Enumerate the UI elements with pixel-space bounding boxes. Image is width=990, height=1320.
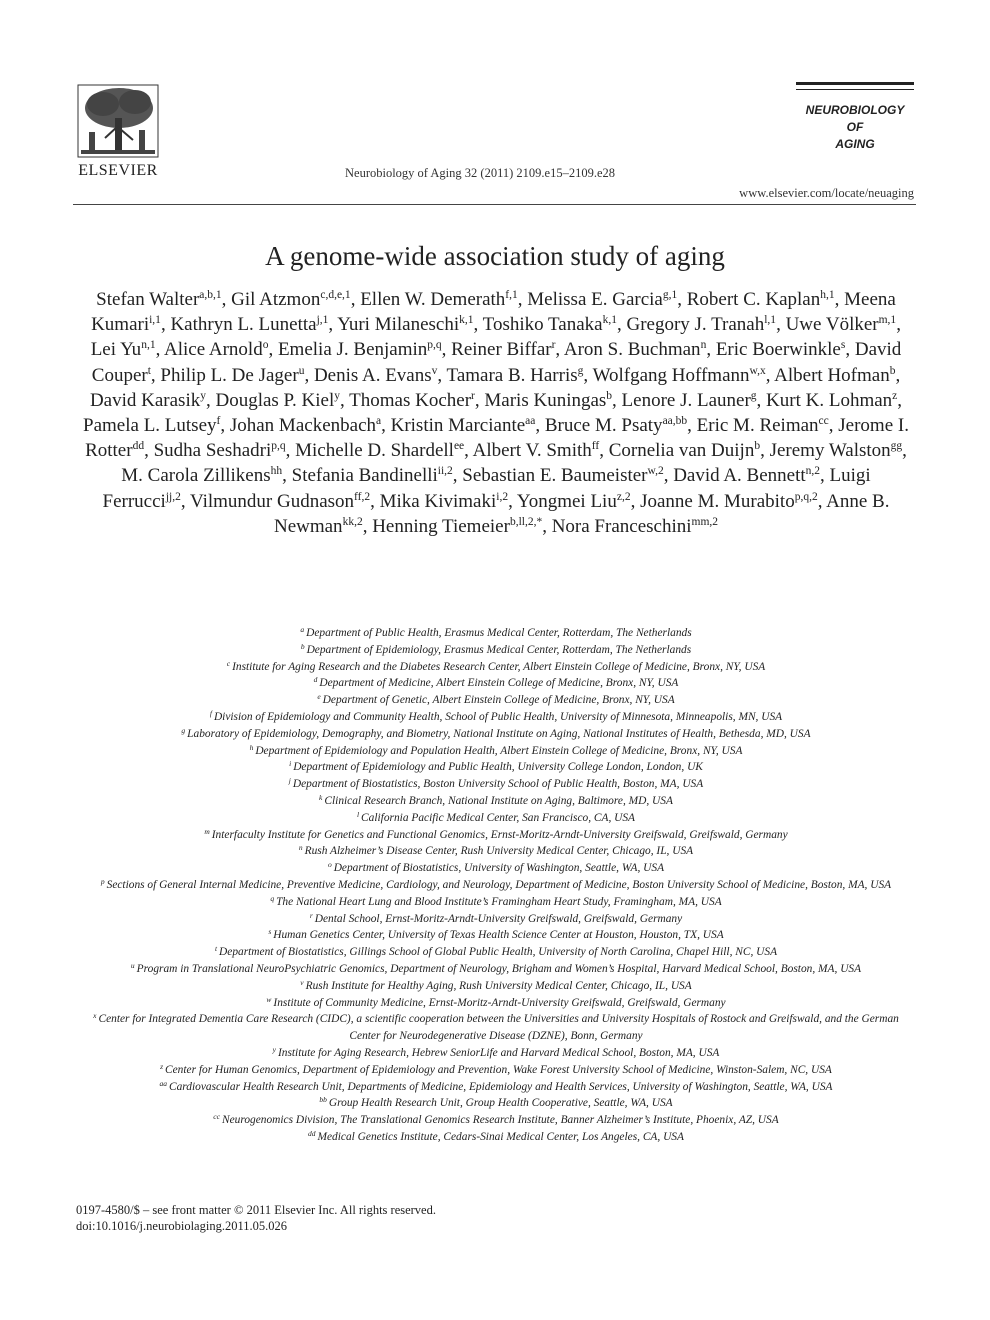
author-name: Ellen W. Demerath — [360, 289, 506, 310]
author-name: Johan Mackenbach — [229, 415, 376, 437]
affiliation-key: x — [93, 1011, 97, 1021]
author-affiliation-marks: r — [551, 339, 556, 352]
author[interactable] — [391, 415, 536, 436]
author-affiliation-marks: a — [376, 415, 382, 428]
author-affiliation-marks: y — [200, 389, 206, 402]
author[interactable] — [483, 314, 617, 335]
author-name: Wolfgang Hoffmann — [592, 364, 750, 386]
author-affiliation-marks: hh — [270, 465, 283, 478]
author[interactable] — [687, 289, 835, 310]
author-name: Eric Boerwinkle — [715, 339, 841, 361]
author[interactable] — [609, 440, 760, 461]
affiliation-item — [78, 810, 914, 827]
author-affiliation-marks: u — [298, 364, 305, 377]
author-affiliation-marks: j,1 — [316, 314, 329, 327]
author-affiliation-marks: jj,2 — [165, 490, 181, 503]
author-name: Lenore J. Launer — [621, 389, 751, 411]
author-affiliation-marks: k,1 — [602, 314, 617, 327]
affiliation-key: d — [313, 675, 318, 685]
affiliation-item — [78, 843, 914, 860]
author-name: Sebastian E. Baumeister — [462, 465, 648, 487]
affiliation-item — [78, 1011, 914, 1045]
author[interactable] — [83, 415, 220, 436]
author-name: Meena Kumari — [91, 289, 896, 336]
author-name: Kurt K. Lohman — [766, 389, 893, 411]
affiliation-item — [78, 1045, 914, 1062]
affiliation-key: t — [214, 944, 218, 954]
author-name: Luigi Ferrucci — [102, 465, 871, 512]
author-name: Emelia J. Benjamin — [277, 339, 428, 361]
author-affiliation-marks: g — [577, 364, 584, 377]
author[interactable] — [349, 390, 475, 411]
elsevier-wordmark: ELSEVIER — [78, 162, 158, 179]
author[interactable] — [673, 465, 820, 486]
author-affiliation-marks: aa,bb — [662, 415, 688, 428]
affiliation-key: w — [266, 994, 272, 1004]
author[interactable] — [527, 289, 677, 310]
author[interactable] — [314, 365, 437, 386]
author[interactable] — [91, 339, 156, 360]
author-affiliation-marks: n — [700, 339, 707, 352]
author-name: Nora Franceschini — [551, 515, 692, 537]
author-affiliation-marks: t — [147, 364, 151, 377]
affiliation-item — [78, 961, 914, 978]
author-name: Maris Kuningas — [484, 389, 607, 411]
journal-logo — [796, 82, 914, 182]
author-affiliation-marks: b — [754, 440, 761, 453]
affiliation-item — [78, 709, 914, 726]
author-name: Philip L. De Jager — [160, 364, 299, 386]
affiliation-item — [78, 978, 914, 995]
author-affiliation-marks: b — [606, 389, 613, 402]
affiliation-key: z — [160, 1061, 164, 1071]
affiliation-text: Human Genetics Center, University of Texas Health Science Center at Houston, Houston, TX, USA — [273, 929, 724, 942]
author-affiliation-marks: p,q — [427, 339, 442, 352]
author-affiliation-marks: p,q,2 — [794, 490, 818, 503]
affiliation-text: Group Health Research Unit, Group Health Cooperative, Seattle, WA, USA — [328, 1097, 673, 1110]
author-name: Yuri Milaneschi — [337, 314, 460, 336]
affiliation-key: c — [226, 658, 231, 668]
affiliation-key: bb — [319, 1095, 327, 1105]
affiliation-text: Department of Biostatistics, University of Washington, Seattle, WA, USA — [333, 862, 665, 875]
author-name: Stefan Walter — [96, 289, 200, 310]
author[interactable] — [473, 440, 600, 461]
author-name: Jeremy Walston — [769, 440, 891, 462]
affiliation-text: Rush Institute for Healthy Aging, Rush University Medical Center, Chicago, IL, USA — [305, 979, 692, 992]
author-name: Pamela L. Lutsey — [83, 415, 217, 437]
affiliation-key: r — [309, 910, 313, 920]
author[interactable] — [295, 440, 464, 461]
affiliation-key: cc — [213, 1112, 220, 1122]
affiliation-text: Institute for Aging Research and the Diabetes Research Center, Albert Einstein College of Medicine, Bronx, NY, USA — [232, 660, 766, 673]
author[interactable] — [697, 415, 829, 436]
affiliation-item — [78, 944, 914, 961]
affiliation-item — [78, 659, 914, 676]
author-affiliation-marks: g,1 — [662, 289, 678, 301]
author[interactable] — [593, 365, 766, 386]
author[interactable] — [622, 390, 757, 411]
affiliation-key: k — [319, 792, 323, 802]
author[interactable] — [231, 289, 351, 310]
affiliation-item — [78, 692, 914, 709]
affiliation-text: Program in Translational NeuroPsychiatric Genomics, Department of Neurology, Brigham and Women’s Hospital, Harvard Medical School, Boston, MA, USA — [136, 962, 862, 975]
affiliation-item — [78, 625, 914, 642]
author[interactable] — [230, 415, 381, 436]
author-affiliation-marks: b,ll,2,* — [509, 515, 543, 528]
author-affiliation-marks: aa — [525, 415, 536, 428]
author-affiliation-marks: z — [892, 389, 898, 402]
author-affiliation-marks: c,d,e,1 — [320, 289, 351, 301]
author[interactable] — [90, 390, 206, 411]
affiliation-key: aa — [159, 1078, 167, 1088]
affiliation-text: Center for Integrated Dementia Care Research (CIDC), a scientific cooperation between the Universities and University Hospitals of Rostock and Greifswald, and the German Center for Neurodegenerative Disease (DZNE), Bonn, Germany — [98, 1013, 899, 1043]
author[interactable] — [447, 365, 584, 386]
affiliation-key: a — [300, 625, 305, 634]
affiliation-item — [78, 1095, 914, 1112]
affiliation-key: v — [300, 977, 304, 987]
affiliation-text: California Pacific Medical Center, San Francisco, CA, USA — [361, 811, 636, 824]
author-name: Alice Arnold — [164, 339, 263, 361]
article-title: A genome-wide association study of aging — [265, 241, 725, 271]
author-affiliation-marks: o — [262, 339, 269, 352]
author-name: Henning Tiemeier — [372, 515, 510, 537]
author-affiliation-marks: i,1 — [149, 314, 161, 327]
affiliation-key: s — [268, 927, 272, 937]
affiliation-item — [78, 726, 914, 743]
author-affiliation-marks: v — [431, 364, 438, 377]
author[interactable] — [215, 390, 340, 411]
affiliation-key: j — [288, 776, 291, 786]
affiliation-text: Division of Epidemiology and Community Health, School of Public Health, University of Minnesota, Minneapolis, MN, USA — [213, 710, 783, 723]
author-affiliation-marks: l,1 — [764, 314, 777, 327]
author-name: Bruce M. Psaty — [544, 415, 663, 437]
author-affiliation-marks: h,1 — [820, 289, 835, 301]
author-name: Gregory J. Tranah — [626, 314, 765, 336]
author-affiliation-marks: s — [840, 339, 846, 352]
author-name: Sudha Seshadri — [153, 440, 272, 462]
author-name: Yongmei Liu — [516, 490, 617, 512]
author-affiliation-marks: ee — [453, 440, 465, 453]
author-name: Vilmundur Gudnason — [190, 490, 355, 512]
affiliation-text: Department of Genetic, Albert Einstein College of Medicine, Bronx, NY, USA — [322, 694, 675, 707]
affiliation-key: g — [181, 725, 186, 735]
author-affiliation-marks: kk,2 — [342, 515, 363, 528]
author-name: Mika Kivimaki — [379, 490, 497, 512]
affiliation-text: Department of Biostatistics, Gillings School of Global Public Health, University of North Carolina, Chapel Hill, NC, USA — [219, 946, 778, 959]
affiliation-item — [78, 743, 914, 760]
author-name: Reiner Biffar — [451, 339, 552, 361]
header-divider — [73, 204, 916, 205]
author-name: Kristin Marciante — [390, 415, 526, 437]
author[interactable] — [154, 440, 286, 461]
author-affiliation-marks: gg — [890, 440, 903, 453]
author[interactable] — [292, 465, 453, 486]
author-affiliation-marks: ff,2 — [354, 490, 371, 503]
author-affiliation-marks: ii,2 — [437, 465, 453, 478]
author[interactable] — [786, 314, 897, 335]
author-name: Melissa E. Garcia — [527, 289, 663, 310]
affiliation-item — [78, 827, 914, 844]
author-affiliation-marks: w,2 — [647, 465, 664, 478]
author-name: Douglas P. Kiel — [215, 389, 335, 411]
author-affiliation-marks: b — [889, 364, 896, 377]
author[interactable] — [380, 491, 508, 512]
author[interactable] — [451, 339, 555, 360]
affiliation-text: Laboratory of Epidemiology, Demography, and Biometry, National Institute on Aging, National Institutes of Health, Bethesda, MD, USA — [187, 727, 811, 740]
author-affiliation-marks: w,x — [749, 364, 766, 377]
affiliation-item — [78, 911, 914, 928]
tree-icon — [75, 82, 161, 160]
affiliation-item — [78, 793, 914, 810]
affiliation-key: m — [204, 826, 210, 836]
affiliation-key: b — [300, 641, 305, 651]
author-name: Eric M. Reiman — [696, 415, 819, 437]
author-name: Denis A. Evans — [313, 364, 432, 386]
author[interactable] — [170, 314, 328, 335]
affiliation-item — [78, 759, 914, 776]
author-affiliation-marks: g — [750, 389, 757, 402]
affiliation-key: o — [327, 860, 332, 870]
author-affiliation-marks: dd — [132, 440, 145, 453]
affiliation-item — [78, 1129, 914, 1146]
author-name: Aron S. Buchman — [563, 339, 701, 361]
author-name: David Karasik — [89, 389, 201, 411]
author-name: M. Carola Zillikens — [121, 465, 271, 487]
author-name: Cornelia van Duijn — [608, 440, 755, 462]
author[interactable] — [484, 390, 612, 411]
affiliation-text: Department of Epidemiology, Erasmus Medical Center, Rotterdam, The Netherlands — [306, 643, 692, 656]
author-affiliation-marks: f — [216, 415, 221, 428]
affiliation-list — [78, 625, 914, 1146]
affiliation-text: Clinical Research Branch, National Institute on Aging, Baltimore, MD, USA — [324, 794, 673, 807]
affiliation-key: p — [100, 876, 105, 886]
author-name: Lei Yu — [90, 339, 142, 361]
author[interactable] — [552, 516, 718, 537]
affiliation-item — [78, 776, 914, 793]
author-name: David A. Bennett — [673, 465, 806, 487]
affiliation-item — [78, 1112, 914, 1129]
author-affiliation-marks: y — [334, 389, 340, 402]
journal-citation: Neurobiology of Aging 32 (2011) 2109.e15–2109.e28 — [345, 166, 615, 180]
issn-copyright: 0197-4580/$ – see front matter © 2011 Elsevier Inc. All rights reserved. — [76, 1203, 436, 1217]
journal-name-line: AGING — [835, 137, 875, 151]
author-name: Tamara B. Harris — [446, 364, 578, 386]
affiliation-text: Department of Biostatistics, Boston University School of Public Health, Boston, MA, USA — [292, 778, 704, 791]
author-affiliation-marks: mm,2 — [691, 515, 719, 528]
author[interactable] — [372, 516, 542, 537]
author-name: Albert V. Smith — [472, 440, 592, 462]
affiliation-item — [78, 1062, 914, 1079]
author[interactable] — [190, 491, 370, 512]
affiliation-key: u — [130, 960, 135, 970]
author-name: Toshiko Tanaka — [482, 314, 603, 336]
author-name: Jerome I. Rotter — [85, 415, 909, 462]
affiliation-key: i — [289, 759, 292, 769]
author-name: Anne B. Newman — [273, 490, 890, 537]
author[interactable] — [770, 440, 903, 461]
affiliation-item — [78, 860, 914, 877]
affiliation-text: Center for Human Genomics, Department of Epidemiology and Prevention, Wake Forest University School of Medicine, Winston-Salem, NC, USA — [165, 1063, 832, 1076]
author[interactable] — [766, 390, 897, 411]
author-affiliation-marks: k,1 — [459, 314, 474, 327]
author[interactable] — [626, 314, 776, 335]
author[interactable] — [462, 465, 663, 486]
author-list: Stefan Walter$^{a,b,1}$, Gil Atzmon$^{c,d,e,1}$, Ellen W. Demerath$^{f,1}$, Melissa E. Garcia$^{g,1}$, Robert C. Kaplan$^{h,1}$, Meena Kumari$^{i,1}$, Kathryn L. Lunetta$^{j,1}$, Yuri Milaneschi$^{k,1}$, Toshiko Tanaka$^{k,1}$, Gregory J. Tranah$^{l,1}$, Uwe Völker$^{m,1}$, Lei Yu$^{n,1}$, Alice Arnold$^o$, Emelia J. Benjamin$^{p,q}$, Reiner Biffar$^r$, Aron S. Buchman$^n$, Eric Boerwinkle$^s$, David Couper$^t$, Philip L. De Jager$^u$, Denis A. Evans$^v$, Tamara B. Harris$^g$, Wolfgang Hoffmann$^{w,x}$, Albert Hofman$^b$, David Karasik$^y$, Douglas P. Kiel$^y$, Thomas Kocher$^r$, Maris Kuningas$^b$, Lenore J. Launer$^g$, Kurt K. Lohman$^z$, Pamela L. Lutsey$^f$, Johan Mackenbach$^a$, Kristin Marciante$^{aa}$, Bruce M. Psaty$^{aa,bb}$, Eric M. Reiman$^{cc}$, Jerome I. Rotter$^{dd}$, Sudha Seshadri$^{p,q}$, Michelle D. Shardell$^{ee}$, Albert V. Smith$^{ff}$, Cornelia van Duijn$^b$, Jeremy Walston$^{gg}$, M. Carola Zillikens$^{hh}$, Stefania Bandinelli$^{ii,2}$, Sebastian E. Baumeister$^{w,2}$, David A. Bennett$^{n,2}$, Luigi Ferrucci$^{jj,2}$, Vilmundur Gudnason$^{ff,2}$, Mika Kivimaki$^{i,2}$, Yongmei Liu$^{z,2}$, Joanne M. Murabito$^{p,q,2}$, Anne B. Newman$^{kk,2}$, Henning Tiemeier$^{b,ll,2,*}$, Nora Franceschini$^{mm,2}$ — [83, 289, 909, 537]
author-affiliation-marks: a,b,1 — [199, 289, 222, 301]
author-name: Robert C. Kaplan — [686, 289, 821, 310]
affiliation-text: Department of Medicine, Albert Einstein College of Medicine, Bronx, NY, USA — [319, 677, 679, 690]
author[interactable] — [545, 415, 687, 436]
affiliation-key: e — [317, 692, 321, 702]
affiliation-key: l — [356, 809, 360, 819]
affiliation-key: h — [249, 742, 254, 752]
author[interactable] — [716, 339, 846, 360]
author-affiliation-marks: f,1 — [505, 289, 518, 301]
affiliation-key: y — [272, 1044, 276, 1054]
affiliation-text: Department of Public Health, Erasmus Medical Center, Rotterdam, The Netherlands — [306, 627, 692, 639]
affiliation-item — [78, 894, 914, 911]
author[interactable] — [360, 289, 518, 310]
author[interactable] — [278, 339, 442, 360]
author-affiliation-marks: z,2 — [616, 490, 631, 503]
author[interactable] — [121, 465, 282, 486]
author[interactable] — [160, 365, 304, 386]
author-affiliation-marks: p,q — [271, 440, 286, 453]
affiliation-item — [78, 1079, 914, 1096]
affiliation-text: Department of Epidemiology and Public Health, University College London, London, UK — [293, 761, 703, 774]
author-name: Joanne M. Murabito — [640, 490, 795, 512]
journal-name-line: OF — [846, 120, 864, 134]
journal-url[interactable]: www.elsevier.com/locate/neuaging — [739, 186, 914, 200]
author-affiliation-marks: n,2 — [805, 465, 821, 478]
author[interactable] — [96, 289, 221, 310]
author-name: Albert Hofman — [774, 364, 890, 386]
affiliation-key: dd — [308, 1128, 316, 1138]
affiliation-text: Department of Epidemiology and Population Health, Albert Einstein College of Medicine, Bronx, NY, USA — [255, 744, 743, 757]
affiliation-text: Institute of Community Medicine, Ernst-Moritz-Arndt-University Greifswald, Greifswald, Germany — [273, 996, 726, 1009]
affiliation-text: Rush Alzheimer’s Disease Center, Rush University Medical Center, Chicago, IL, USA — [304, 845, 694, 858]
affiliation-text: Neurogenomics Division, The Translational Genomics Research Institute, Banner Alzheimer’s Institute, Phoenix, AZ, USA — [221, 1114, 779, 1127]
author[interactable] — [517, 491, 631, 512]
author[interactable] — [774, 365, 895, 386]
author-name: Stefania Bandinelli — [291, 465, 438, 487]
footer — [76, 1203, 436, 1234]
affiliation-item — [78, 675, 914, 692]
author-affiliation-marks: ff — [591, 440, 600, 453]
author[interactable] — [164, 339, 268, 360]
affiliation-item — [78, 877, 914, 894]
affiliation-key: q — [270, 893, 275, 903]
author-name: Uwe Völker — [785, 314, 879, 336]
affiliation-text: Institute for Aging Research, Hebrew SeniorLife and Harvard Medical School, Boston, MA, USA — [277, 1046, 720, 1059]
affiliation-item — [78, 642, 914, 659]
affiliation-text: Cardiovascular Health Research Unit, Departments of Medicine, Epidemiology and Health Services, University of Washington, Seattle, WA, USA — [168, 1080, 833, 1093]
author-name: Michelle D. Shardell — [295, 440, 454, 462]
affiliation-key: f — [209, 708, 212, 718]
author-affiliation-marks: r — [471, 389, 475, 402]
affiliation-item — [78, 927, 914, 944]
author-affiliation-marks: i,2 — [496, 490, 509, 503]
author[interactable] — [640, 491, 818, 512]
journal-name-line: NEUROBIOLOGY — [805, 103, 905, 117]
doi-link[interactable]: doi:10.1016/j.neurobiolaging.2011.05.026 — [76, 1218, 287, 1233]
affiliation-item — [78, 995, 914, 1012]
author-name: Thomas Kocher — [349, 389, 472, 411]
author-affiliation-marks: cc — [818, 415, 829, 428]
affiliation-text: Dental School, Ernst-Moritz-Arndt-University Greifswald, Greifswald, Germany — [314, 912, 683, 925]
author[interactable] — [564, 339, 706, 360]
author[interactable] — [337, 314, 473, 335]
affiliation-text: The National Heart Lung and Blood Institute’s Framingham Heart Study, Framingham, MA, USA — [276, 895, 722, 908]
author-affiliation-marks: m,1 — [878, 314, 897, 327]
affiliation-text: Medical Genetics Institute, Cedars-Sinai Medical Center, Los Angeles, CA, USA — [317, 1130, 684, 1143]
author-name: Kathryn L. Lunetta — [170, 314, 317, 336]
affiliation-key: n — [298, 843, 303, 853]
author-affiliation-marks: n,1 — [141, 339, 156, 352]
affiliation-text: Interfaculty Institute for Genetics and Functional Genomics, Ernst-Moritz-Arndt-University Greifswald, Greifswald, Germany — [211, 828, 788, 841]
author-name: Gil Atzmon — [231, 289, 321, 310]
author-name: David Couper — [91, 339, 902, 386]
affiliation-text: Sections of General Internal Medicine, Preventive Medicine, Cardiology, and Neurology, Department of Medicine, Boston University School of Medicine, Boston, MA, USA — [106, 878, 892, 891]
